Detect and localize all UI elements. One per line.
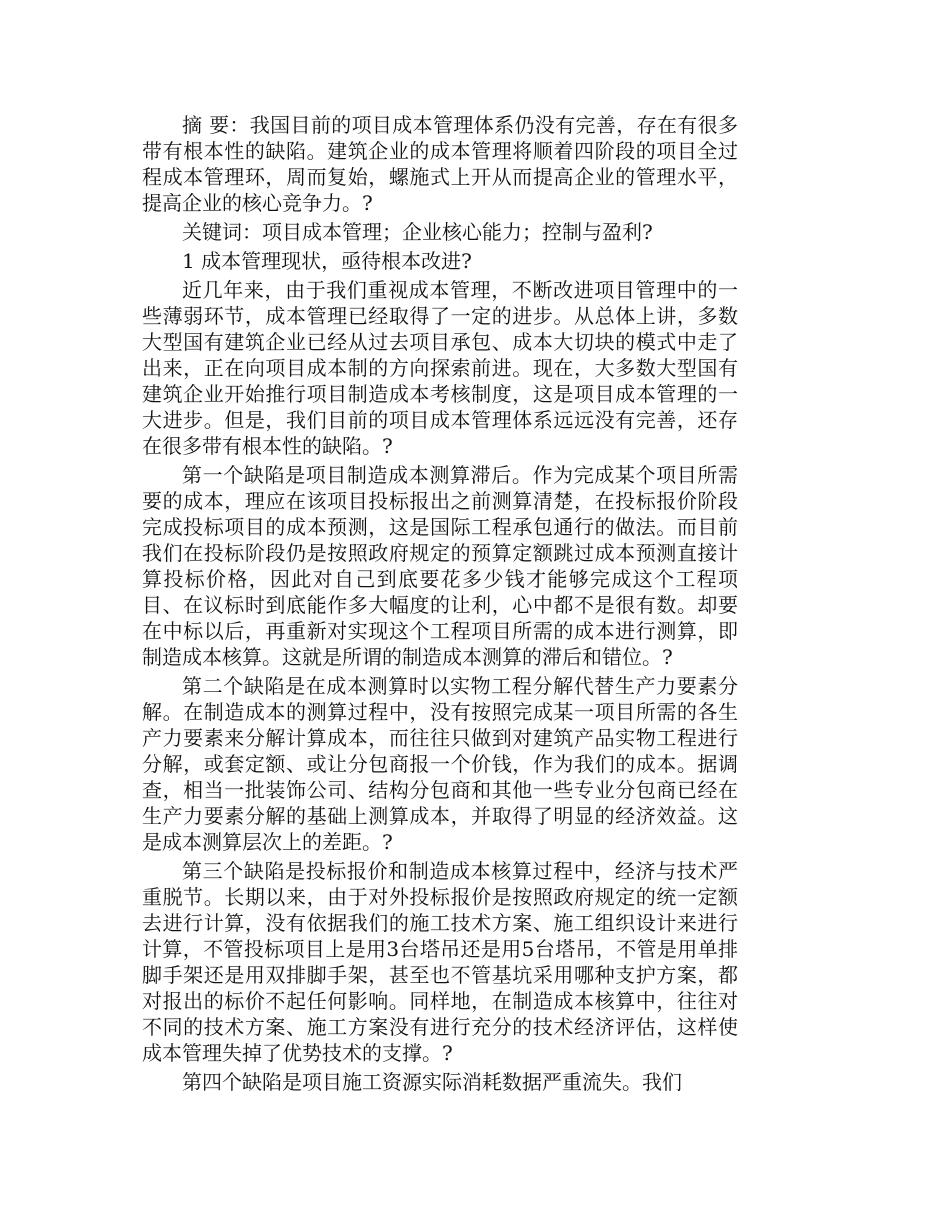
keywords-paragraph: 关键词：项目成本管理；企业核心能力；控制与盈利?: [182, 220, 653, 244]
document-page: [142, 112, 738, 1098]
section-heading: 1 成本管理现状，亟待根本改进?: [182, 249, 472, 273]
body-paragraph-2: 第一个缺陷是项目制造成本测算滞后。作为完成某个项目所需要的成本，理应在该项目投标报出之前测算清楚，在投标报价阶段完成投标项目的成本预测，这是国际工程承包通行的做法。而目前我们在投标阶段仍是按照政府规定的预算定额跳过成本预测直接计算投标价格，因此对自己到底要花多少钱才能够完成这个工程项目、在议标时到底能作多大幅度的让利，心中都不是很有数。却要在中标以后，再重新对实现这个工程项目所需的成本进行测算，即制造成本核算。这就是所谓的制造成本测算的滞后和错位。?: [142, 463, 738, 669]
body-paragraph-5: 第四个缺陷是项目施工资源实际消耗数据严重流失。我们: [182, 1070, 682, 1094]
body-paragraph-3: 第二个缺陷是在成本测算时以实物工程分解代替生产力要素分解。在制造成本的测算过程中，没有按照完成某一项目所需的各生产力要素来分解计算成本，而往往只做到对建筑产品实物工程进行分解，或套定额、或让分包商报一个价钱，作为我们的成本。据调查，相当一批装饰公司、结构分包商和其他一些专业分包商已经在生产力要素分解的基础上测算成本，并取得了明显的经济效益。这是成本测算层次上的差距。?: [142, 674, 738, 854]
abstract-paragraph: 摘 要：我国目前的项目成本管理体系仍没有完善，存在有很多带有根本性的缺陷。建筑企业的成本管理将顺着四阶段的项目全过程成本管理环，周而复始，螺施式上开从而提高企业的管理水平，提高企业的核心竞争力。?: [142, 113, 738, 215]
body-paragraph-4: 第三个缺陷是投标报价和制造成本核算过程中，经济与技术严重脱节。长期以来，由于对外投标报价是按照政府规定的统一定额去进行计算，没有依据我们的施工技术方案、施工组织设计来进行计算，不管投标项目上是用3台塔吊还是用5台塔吊，不管是用单排脚手架还是用双排脚手架，甚至也不管基坑采用哪种支护方案，都对报出的标价不起任何影响。同样地，在制造成本核算中，往往对不同的技术方案、施工方案没有进行充分的技术经济评估，这样使成本管理失掉了优势技术的支撑。?: [142, 859, 738, 1065]
body-paragraph-1: 近几年来，由于我们重视成本管理，不断改进项目管理中的一些薄弱环节，成本管理已经取得了一定的进步。从总体上讲，多数大型国有建筑企业已经从过去项目承包、成本大切块的模式中走了出来，正在向项目成本制的方向探索前进。现在，大多数大型国有建筑企业开始推行项目制造成本考核制度，这是项目成本管理的一大进步。但是，我们目前的项目成本管理体系远远没有完善，还存在很多带有根本性的缺陷。?: [142, 278, 738, 458]
